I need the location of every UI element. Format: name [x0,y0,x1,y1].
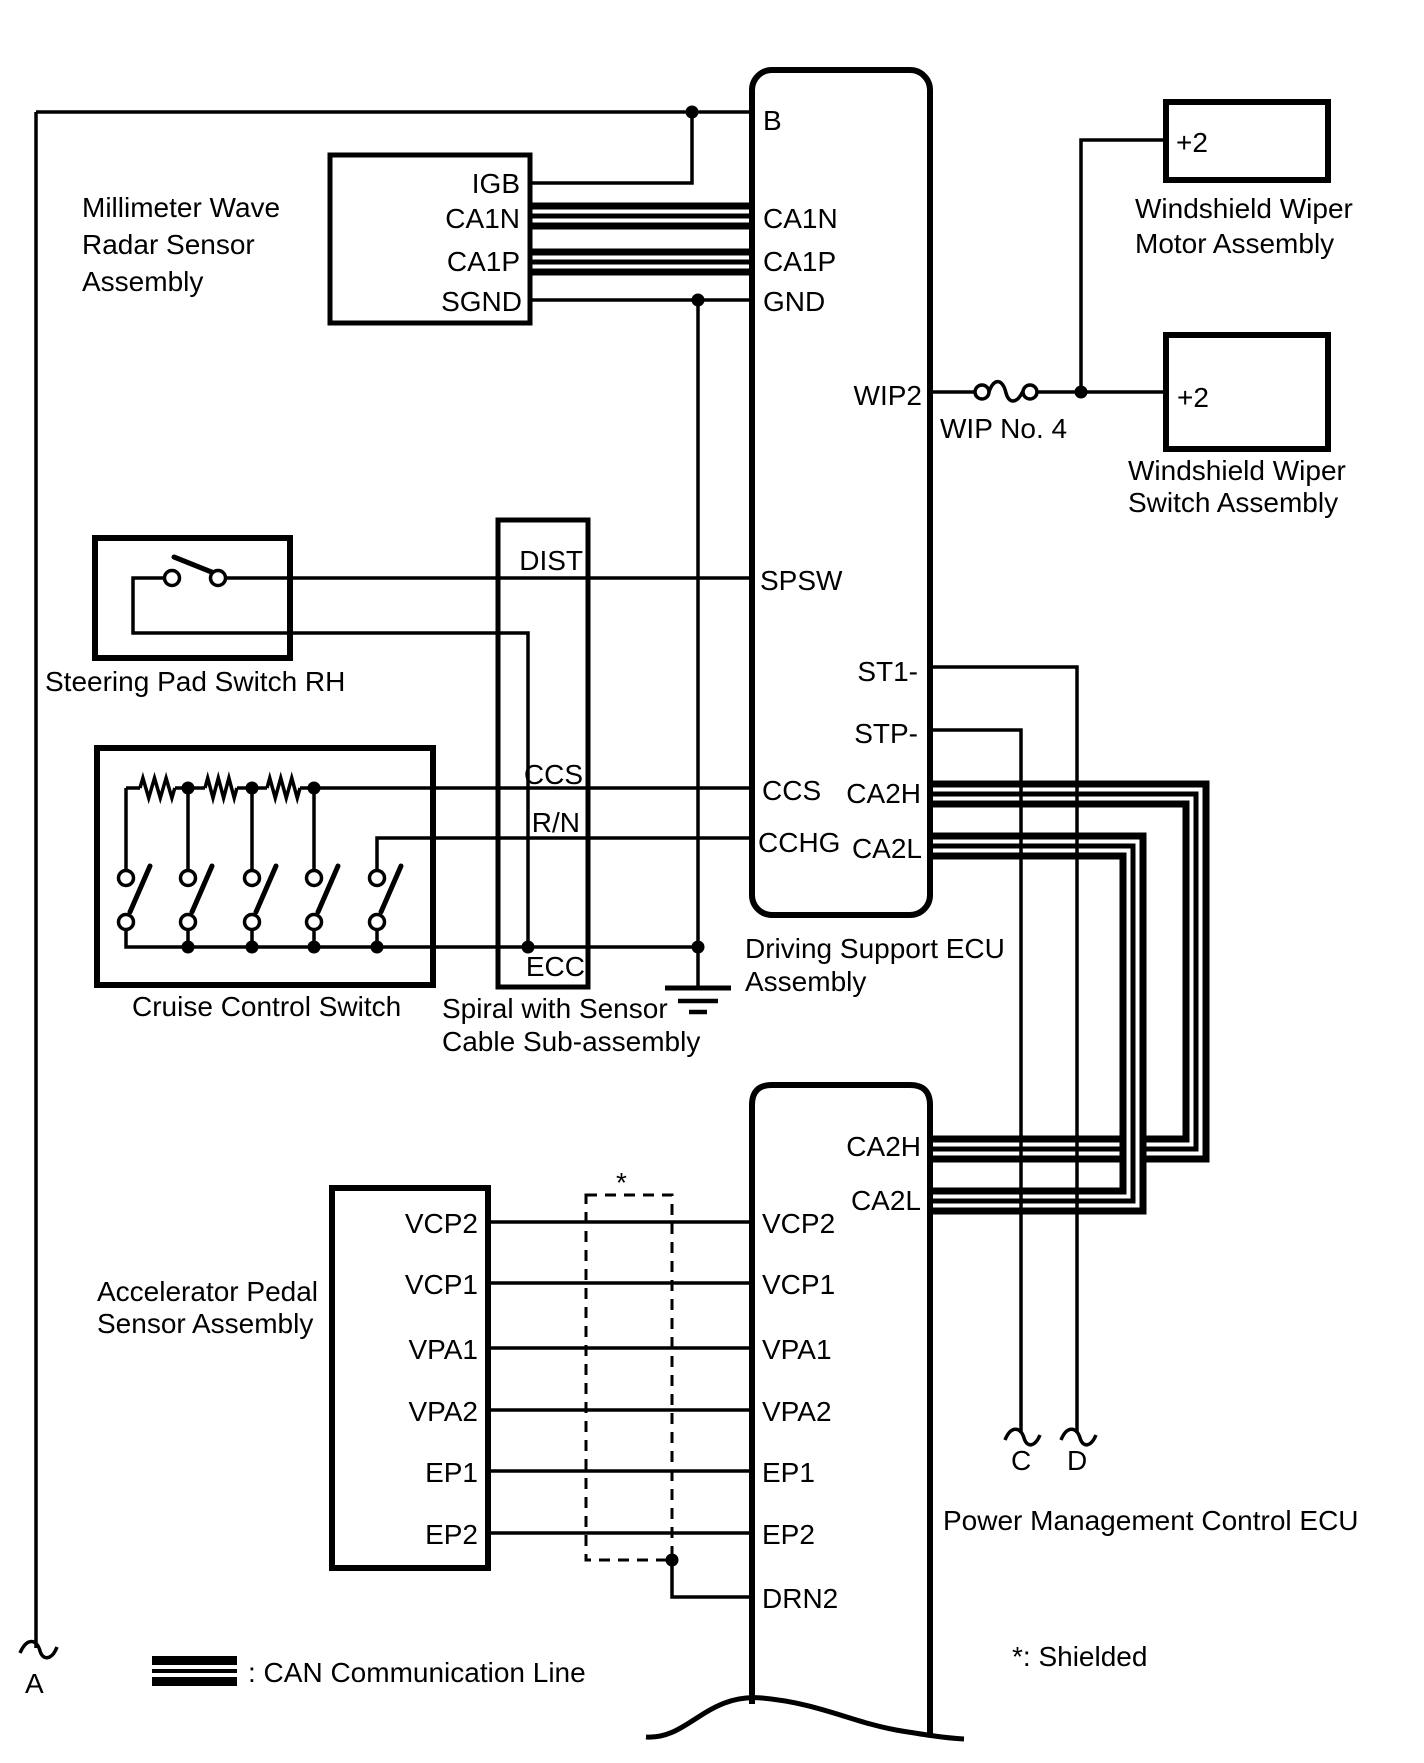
pm-pin-ca2l: CA2L [850,1185,921,1216]
motor-title-2: Motor Assembly [1135,228,1335,259]
dse-pin-st1: ST1- [857,656,918,687]
accel-pin-vpa1: VPA1 [408,1334,478,1365]
dse-title-2: Assembly [745,966,867,997]
radar-pin-ca1p: CA1P [446,246,520,277]
break-d-icon [1061,1429,1096,1445]
pm-break-wave-icon [646,1698,964,1739]
fuse-label: WIP No. 4 [940,413,1068,444]
dse-pin-ca2h: CA2H [846,778,921,809]
accel-box [332,1188,488,1568]
ground-icon [665,988,731,1012]
accel-pin-ep1: EP1 [425,1457,478,1488]
fuse-icon [975,382,1037,401]
accel-title-1: Accelerator Pedal [97,1276,319,1307]
radar-pin-sgnd: SGND [441,286,522,317]
dse-pin-cchg: CCHG [758,827,841,858]
wiper-switch-title-1: Windshield Wiper [1128,455,1346,486]
wire-motor-branch [1081,140,1166,392]
spiral-pin-ccs: CCS [523,759,583,790]
dse-pin-ca1n: CA1N [763,203,838,234]
pm-pin-vcp2: VCP2 [762,1208,836,1239]
cruise-switch-icons [119,866,402,930]
spiral-pin-rn: R/N [531,807,580,838]
cruise-title: Cruise Control Switch [132,991,402,1022]
can-legend-label: : CAN Communication Line [248,1657,586,1688]
accel-pin-ep2: EP2 [425,1519,478,1550]
resistor-2 [205,778,237,798]
break-a-icon [20,1642,57,1658]
spiral-pin-ecc: ECC [525,951,585,982]
spiral-pin-dist: DIST [519,545,583,576]
pm-pin-ca2h: CA2H [846,1131,921,1162]
resistor-3 [267,778,300,798]
break-c-icon [1005,1429,1040,1445]
wire-bus-taps [188,929,377,947]
accel-pin-vpa2: VPA2 [408,1396,478,1427]
motor-pin: +2 [1176,127,1208,158]
motor-title-1: Windshield Wiper [1135,193,1353,224]
wiper-switch-pin: +2 [1177,382,1209,413]
wire-igb [530,112,692,183]
radar-title-1: Millimeter Wave [82,192,281,223]
dse-pin-b: B [763,105,782,136]
spiral-title-2: Cable Sub-assembly [442,1026,701,1057]
spiral-box [498,520,588,987]
pm-pin-vcp1: VCP1 [762,1269,836,1300]
spiral-title-1: Spiral with Sensor [442,993,668,1024]
dse-title-1: Driving Support ECU [745,933,1005,964]
dse-pin-ca1p: CA1P [763,246,837,277]
steering-title: Steering Pad Switch RH [45,666,346,697]
pm-title: Power Management Control ECU [943,1505,1359,1536]
dse-pin-stp: STP- [854,718,918,749]
pm-pin-vpa1: VPA1 [762,1334,832,1365]
wire-ecc-bus [126,929,698,947]
radar-pin-ca1n: CA1N [445,203,520,234]
accel-pin-vcp1: VCP1 [404,1269,478,1300]
connector-d-label: D [1067,1445,1088,1476]
resistor-1 [140,778,175,798]
labels [25,105,1359,1699]
shield-star: * [616,1167,627,1198]
steering-box [95,538,290,658]
wire-drn2 [672,1560,752,1597]
dse-pin-ccs: CCS [762,775,822,806]
pm-pin-ep1: EP1 [762,1457,815,1488]
shield-box [586,1195,672,1560]
pm-pin-ep2: EP2 [762,1519,815,1550]
dse-pin-spsw: SPSW [760,565,843,596]
dse-pin-ca2l: CA2L [851,833,922,864]
radar-title-3: Assembly [82,266,204,297]
dse-pin-wip2: WIP2 [853,380,922,411]
accel-title-2: Sensor Assembly [97,1308,314,1339]
wire-steering-return [133,578,528,947]
dse-pin-gnd: GND [763,286,826,317]
radar-title-2: Radar Sensor [82,229,255,260]
steering-switch-icon [165,557,226,586]
connector-a-label: A [25,1668,44,1699]
accel-pin-vcp2: VCP2 [404,1208,478,1239]
wiper-switch-title-2: Switch Assembly [1128,487,1339,518]
shielded-note: *: Shielded [1012,1641,1148,1672]
radar-pin-igb: IGB [471,168,520,199]
pm-pin-drn2: DRN2 [762,1583,839,1614]
pm-pin-vpa2: VPA2 [762,1396,832,1427]
connector-c-label: C [1011,1445,1032,1476]
